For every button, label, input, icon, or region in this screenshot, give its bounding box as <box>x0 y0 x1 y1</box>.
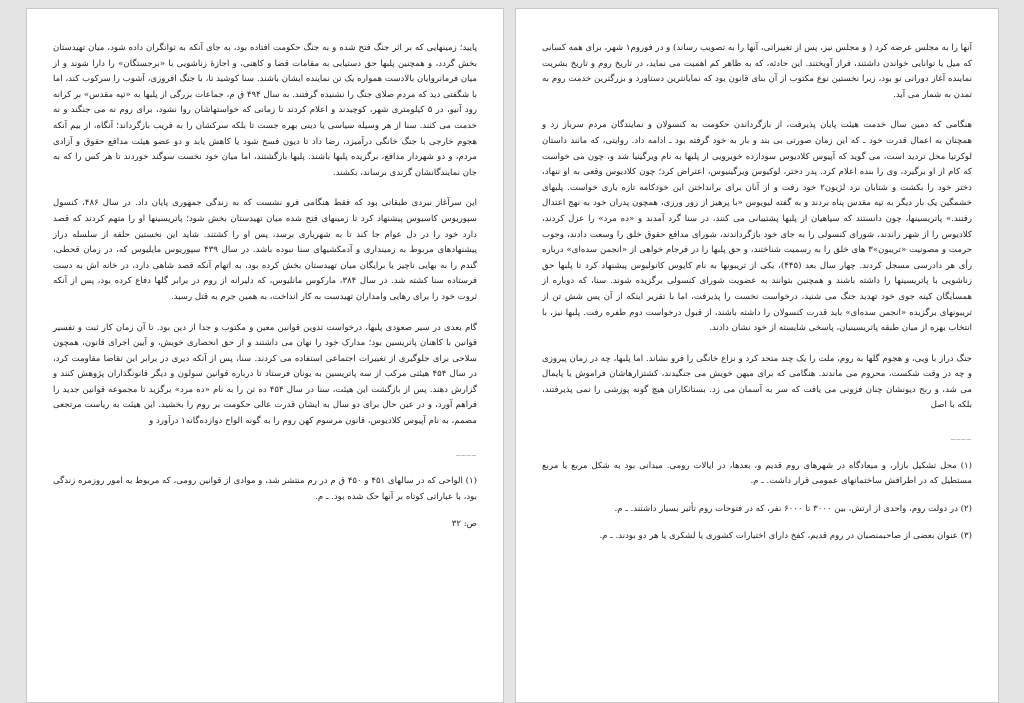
document-page-right <box>515 8 999 703</box>
body-paragraph: آنها را به مجلس عرضه کرد ( و مجلس نیز، پس از تغییراتی، آنها را به تصویب رساند) و در فوروم۱ شهر، برای همه کسانی که میل یا توانایی خواندن داشتند، فراز آویختند. این حادثه، که به ظاهر کم اهمیت می نماید، در تاریخ روم و تاریخ بشریت نماینده آغاز دورانی نو بود، زیرا نخستین نوع مکتوب از آن بنای قانون بود که نمایانترین دستاورد و بزرگترین خدمت روم به تمدن به شمار می آید. <box>542 43 973 100</box>
body-paragraph: جنگ دراز با ویی، و هجوم گلها به روم، ملت را یک چند متحد کرد و نزاع خانگی را فرو نشاند. اما پلبها، چه در زمان پیروزی و چه در وقت شکست، محروم می ماندند. هنگامی که برای میهن خویش می جنگیدند، کشتزارهاشان فراموش یا پایمال می شد، و ربح دیونشان چنان فزونی می یافت که سر به آسمان می زد. بستانکاران هیچ گونه پوزشی را نمی پذیرفتند، بلکه با اصل <box>542 353 972 411</box>
page-body <box>542 41 972 557</box>
body-paragraph: گام بعدی در سیر صعودی پلبها، درخواست تدوین قوانین معین و مکتوب و جدا از دین بود. تا آن زمان کار ثبت و تفسیر قوانین با کاهنان پاتریسین بود؛ مدارک خود را نهان می داشتند و از حق انحصاری خویش، و آیین اجرای قانون، همچون سلاحی برای جلوگیری از تغییرات اجتماعی استفاده می کردند. سنا، پس از آنکه دیری در برابر این تقاضا مقاومت کرد، در سال ۴۵۴ هیئتی مرکب از سه پاتریسین به یونان فرستاد تا درباره قوانین سولون و دیگر قانونگذاران پژوهش کنند و گزارش دهند. پس از بازگشت این هیئت، سنا در سال ۴۵۴ ده تن را به نام «ده مرد» برگزید تا مجموعه قوانین جدید را فراهم آورد، و در عین حال برای دو سال به ایشان قدرت عالی حکومت بر روم را بخشید. این هیئت به ریاست مرتجعی مصمم، به نام آپیوس کلادیوس، قانون مرسوم کهن روم را به گونه الواح دوازده‌گانه۱ درآورد و <box>53 322 477 427</box>
footnote: (۱) محل تشکیل بازار، و میعادگاه در شهرهای روم قدیم و، بعدها، در ایالات رومی. میدانی بود به شکل مربع یا مربع مستطیل که در اطرافش ساختمانهای عمومی قرار داشت. ـ م. <box>542 460 972 487</box>
footnote-separator: ____ <box>455 446 477 457</box>
footnote-separator: ____ <box>950 431 972 442</box>
body-paragraph: هنگامی که دمین سال خدمت هیئت پایان پذیرفت، از بازگرداندن حکومت به کنسولان و نمایندگان مردم سرباز زد و همچنان به اعمال قدرت خود ـ که این زمان صورتی بی بند و بار به خود گرفته بود ـ ادامه داد. روایتی، که مانند داستان لوکرتیا محل تردید است، می گوید که آپیوس کلادیوس سودازده خویرویی از پلبها به نام ویرگینیا شد و، چون می خواست که کام از او برگیرد، وی را بنده اعلام کرد. پدر دختر، لوکیوس ویرگینیوس، اعتراض کرد؛ چون کلادیوس وقعی به او ننهاد، دختر خود را بکشت و شتابان نزد لژیون۲ خود رفت و از آنان برای برانداختن این خودکامه تازه یاری خواست. پلبهای خشمگین یک بار دیگر به تپه مقدس پناه بردند و به گفته لیویوس «با پرهیز از زور ورزی، همچون پدران خود به نهج اعتدال رفتند.» پاتریسینها، چون دانستند که سپاهیان از پلبها پشتیبانی می کنند، در سنا گرد آمدند و «ده مرد» را عزل کردند، کلادیوس را از شهر راندند، شورای کنسولی را به جای خود بازگرداندند، شورای مدافع حقوق خلق را وسعت دادند، وجوب حرمت و مصونیت «تریبون»۳ های خلق را به رسمیت شناختند، و حق پلبها را در فرجام خواهی از «انجمن سده‌ای» درباره رأی هر دادرسی مسجل کردند. چهار سال بعد (۴۴۵)، یکی از تریبونها به نام کاپوس کانولیوس پیشنهاد کرد تا پلبها حق زناشویی با پاتریسینها را داشته باشند و همچنین بتوانند به عضویت شورای کنسولی برگزیده شوند. سنا، که دوباره از همسایگان کینه جوی خود تهدید جنگ می شنید، درخواست نخست را پذیرفت، اما با تقریر اینکه از آن پس شش تن از تریبونهای برگزیده «انجمن سده‌ای» باید قدرت کنسولان را داشته باشند، از قبول درخواست دوم طفره رفت. پلبها نیز، با انتخاب بهره از میان طبقه پاتریسینیان، پاسخی شایسته از خود نشان دادند. <box>542 120 973 334</box>
footnote: (۳) عنوان بعضی از صاحبمنصبان در روم قدیم، کفخ دارای اختیارات کشوری یا لشکری یا هر دو بودند. ـ م. <box>599 531 972 542</box>
footnote: (۲) در دولت روم، واحدی از ارتش، بین ۳۰۰۰ تا ۶۰۰۰ نفر، که در فتوحات روم تأثیر بسیار داشتند. ـ م. <box>614 503 972 514</box>
page-number: ص: ۳۲ <box>451 519 477 530</box>
body-paragraph: این سرآغاز نبردی طبقاتی بود که فقط هنگامی فرو نشست که به زندگی جمهوری پایان داد. در سال ۴۸۶، کنسول سپوریوس کاسیوس پیشنهاد کرد تا زمینهای فتح شده میان تهیدستان بخش شود؛ پاتریسینها او را متهم کردند که قصد دارد خود را در دل عوام جا کند تا به شهریاری برسد، پس او را کشتند. شاید این نخستین حلقه از سلسله دراز پیشنهادهای مربوط به زمینداری و آدمکشیهای سنا نبوده باشد. در سال ۴۳۹ سپوریوس مایلیوس که، در زمان قحطی، گندم را به بهایی ناچیز یا برایگان میان تهیدستان بخش کرده بود، به اتهام آنکه قصد شاهی دارد، در خانه اش به دست فرستاده سنا کشته شد. در سال ۳۸۴، مارکوس مانلیوس، که دلیرانه از روم در برابر گلها دفاع کرده بود، پس از آنکه ثروت خود را برای رهایی وامداران تهیدست به کار انداخت، به همین جرم به قتل رسید. <box>53 198 477 302</box>
page-body <box>53 41 477 533</box>
document-page-left <box>26 8 504 703</box>
body-paragraph: پایید؛ زمینهایی که بر اثر جنگ فتح شده و به جنگ حکومت افتاده بود، به جای آنکه به توانگران داده شود، میان تهیدستان بخش گردد، و همچنین پلبها حق دستیابی به مقامات قضا و کاهنی، و اجازهٔ زناشویی با «برجستگان» را دارا شوند و از میان فرمانروایان بالادست همواره یک تن نماینده ایشان باشند. سنا کوشید تا، با جنگ افروزی، آشوب را سرکوب کند، اما با شگفتی دید که مردم صلای جنگ را نشنیده گرفتند. به سال ۴۹۴ ق م، جماعات بزرگی از پلبها به «تپه مقدس» بر کرانه رود آنیو، در ۵ کیلومتری شهر، کوچیدند و اعلام کردند تا زمانی که خواستهاشان روا نشود، برای روم نه می جنگند و نه خدمت می کنند. سنا از هر وسیله سیاسی یا دینی بهره جست تا بلکه سرکشان را به فریب بازگرداند؛ آنگاه، از بیم آنکه هجوم خارجی با جنگ خانگی درآمیزد، رضا داد تا دیون فسخ شود یا کاهش یابد و دو عضو هیئت مدافع حقوق و آزادی مردم، و دو شهردار مدافع، برگزیده پلبها باشند. پلبها بازگشتند، اما میان خود نخست سوگند خوردند تا هر کس را که به جان نمایندگانشان گزندی برساند، بکشند. <box>53 43 478 178</box>
footnote: (۱) الواحی که در سالهای ۴۵۱ و ۴۵۰ ق م در رم منتشر شد، و موادی از قوانین رومی، که مربوط به امور روزمره زندگی بود، با عباراتی کوتاه بر آنها حک شده بود. ـ م. <box>53 476 477 502</box>
